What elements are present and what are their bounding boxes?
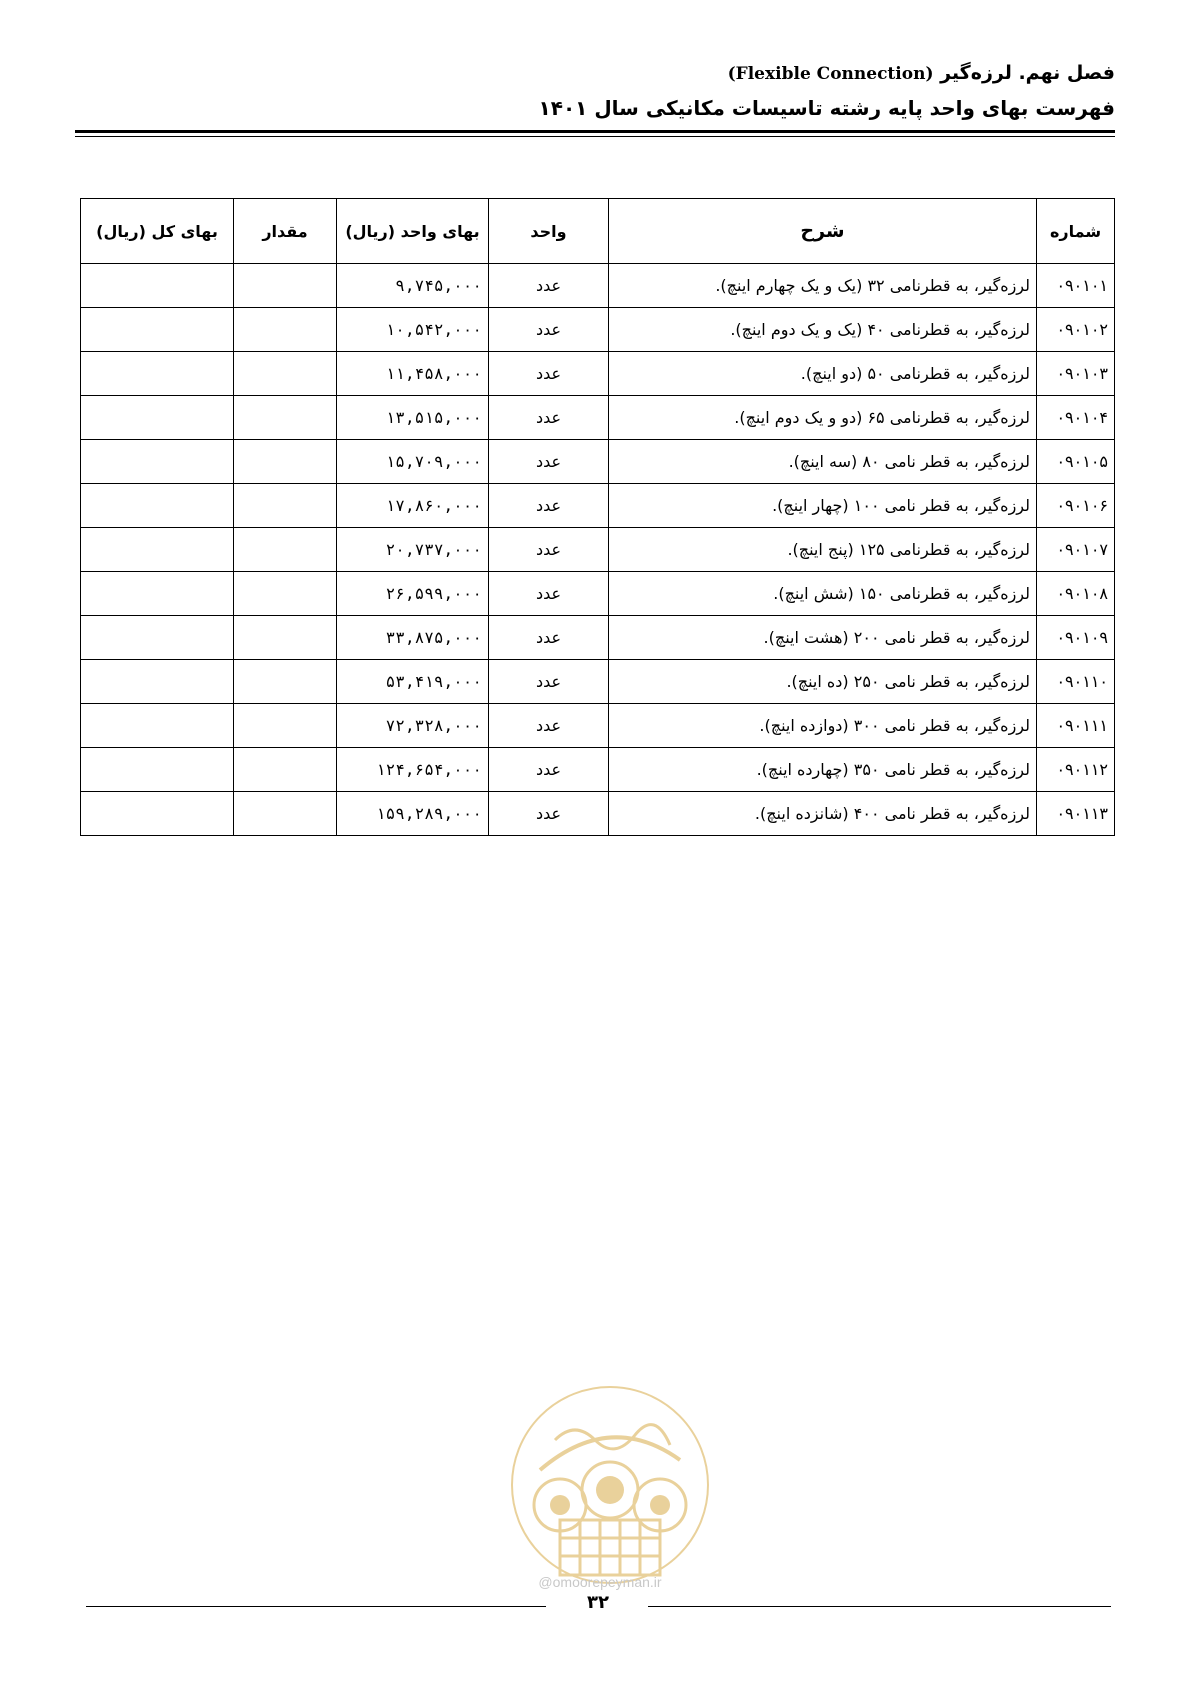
cell-total-price [81, 792, 234, 836]
cell-description: لرزه‌گیر، به قطرنامی ۶۵ (دو و یک دوم اینچ). [609, 396, 1037, 440]
cell-quantity [234, 572, 337, 616]
table-row [81, 352, 1115, 396]
cell-total-price [81, 396, 234, 440]
omoorepeyman-seal-logo [500, 1380, 720, 1590]
table-row [81, 748, 1115, 792]
col-header-quantity: مقدار [234, 199, 337, 264]
cell-number: ۰۹۰۱۰۶ [1037, 484, 1115, 528]
cell-quantity [234, 704, 337, 748]
cell-unit-price: ۱۷,۸۶۰,۰۰۰ [337, 484, 489, 528]
cell-unit-price: ۷۲,۳۲۸,۰۰۰ [337, 704, 489, 748]
cell-quantity [234, 440, 337, 484]
cell-unit: عدد [489, 352, 609, 396]
cell-quantity [234, 616, 337, 660]
cell-total-price [81, 264, 234, 308]
cell-unit-price: ۱۵,۷۰۹,۰۰۰ [337, 440, 489, 484]
cell-unit: عدد [489, 616, 609, 660]
cell-total-price [81, 484, 234, 528]
watermark-url: @omoorepeyman.ir [538, 1574, 662, 1590]
cell-quantity [234, 264, 337, 308]
price-table [80, 198, 1115, 836]
col-header-unit: واحد [489, 199, 609, 264]
cell-unit-price: ۹,۷۴۵,۰۰۰ [337, 264, 489, 308]
table-row [81, 440, 1115, 484]
table-row [81, 484, 1115, 528]
cell-total-price [81, 660, 234, 704]
table-row [81, 308, 1115, 352]
cell-quantity [234, 748, 337, 792]
cell-unit-price: ۳۳,۸۷۵,۰۰۰ [337, 616, 489, 660]
cell-unit-price: ۱۰,۵۴۲,۰۰۰ [337, 308, 489, 352]
cell-unit: عدد [489, 704, 609, 748]
chapter-title-en: (Flexible Connection) [727, 64, 934, 84]
table-row [81, 528, 1115, 572]
cell-unit: عدد [489, 572, 609, 616]
table-row [81, 660, 1115, 704]
cell-total-price [81, 352, 234, 396]
page-number: ۳۲ [587, 1592, 609, 1613]
cell-total-price [81, 440, 234, 484]
cell-unit-price: ۱۲۴,۶۵۴,۰۰۰ [337, 748, 489, 792]
cell-total-price [81, 616, 234, 660]
cell-quantity [234, 528, 337, 572]
cell-number: ۰۹۰۱۱۲ [1037, 748, 1115, 792]
cell-number: ۰۹۰۱۰۱ [1037, 264, 1115, 308]
cell-description: لرزه‌گیر، به قطر نامی ۳۰۰ (دوازده اینچ). [609, 704, 1037, 748]
cell-number: ۰۹۰۱۰۳ [1037, 352, 1115, 396]
cell-unit: عدد [489, 792, 609, 836]
table-row [81, 792, 1115, 836]
cell-unit: عدد [489, 308, 609, 352]
cell-total-price [81, 748, 234, 792]
cell-description: لرزه‌گیر، به قطر نامی ۲۵۰ (ده اینچ). [609, 660, 1037, 704]
cell-quantity [234, 352, 337, 396]
cell-unit-price: ۱۳,۵۱۵,۰۰۰ [337, 396, 489, 440]
cell-unit: عدد [489, 440, 609, 484]
cell-total-price [81, 572, 234, 616]
cell-number: ۰۹۰۱۱۳ [1037, 792, 1115, 836]
header-rule-thin [75, 136, 1115, 137]
cell-description: لرزه‌گیر، به قطر نامی ۲۰۰ (هشت اینچ). [609, 616, 1037, 660]
cell-number: ۰۹۰۱۱۰ [1037, 660, 1115, 704]
cell-number: ۰۹۰۱۰۸ [1037, 572, 1115, 616]
cell-unit: عدد [489, 660, 609, 704]
document-title: فهرست بهای واحد پایه رشته تاسیسات مکانیکی سال ۱۴۰۱ [538, 96, 1115, 120]
cell-description: لرزه‌گیر، به قطر نامی ۴۰۰ (شانزده اینچ). [609, 792, 1037, 836]
footer-rule-left [86, 1606, 546, 1607]
col-header-description: شرح [609, 199, 1037, 264]
cell-unit-price: ۱۱,۴۵۸,۰۰۰ [337, 352, 489, 396]
cell-number: ۰۹۰۱۱۱ [1037, 704, 1115, 748]
cell-unit: عدد [489, 264, 609, 308]
col-header-number: شماره [1037, 199, 1115, 264]
table-row [81, 572, 1115, 616]
table-row [81, 264, 1115, 308]
chapter-title-fa: فصل نهم. لرزه‌گیر [940, 62, 1115, 84]
cell-unit: عدد [489, 748, 609, 792]
cell-unit: عدد [489, 484, 609, 528]
cell-number: ۰۹۰۱۰۵ [1037, 440, 1115, 484]
chapter-title [85, 58, 1115, 89]
cell-unit: عدد [489, 396, 609, 440]
table-row [81, 396, 1115, 440]
table-header-row [81, 199, 1115, 264]
cell-quantity [234, 396, 337, 440]
cell-description: لرزه‌گیر، به قطرنامی ۳۲ (یک و یک چهارم اینچ). [609, 264, 1037, 308]
cell-number: ۰۹۰۱۰۴ [1037, 396, 1115, 440]
col-header-total-price: بهای کل (ریال) [81, 199, 234, 264]
header-rule-thick [75, 130, 1115, 133]
cell-number: ۰۹۰۱۰۲ [1037, 308, 1115, 352]
page-header [85, 58, 1115, 125]
cell-unit-price: ۵۳,۴۱۹,۰۰۰ [337, 660, 489, 704]
cell-description: لرزه‌گیر، به قطرنامی ۱۵۰ (شش اینچ). [609, 572, 1037, 616]
cell-description: لرزه‌گیر، به قطرنامی ۵۰ (دو اینچ). [609, 352, 1037, 396]
cell-description: لرزه‌گیر، به قطر نامی ۳۵۰ (چهارده اینچ). [609, 748, 1037, 792]
cell-quantity [234, 308, 337, 352]
table-row [81, 704, 1115, 748]
cell-quantity [234, 660, 337, 704]
cell-quantity [234, 792, 337, 836]
cell-unit-price: ۱۵۹,۲۸۹,۰۰۰ [337, 792, 489, 836]
cell-description: لرزه‌گیر، به قطرنامی ۱۲۵ (پنج اینچ). [609, 528, 1037, 572]
footer-rule-right [648, 1606, 1111, 1607]
cell-number: ۰۹۰۱۰۹ [1037, 616, 1115, 660]
cell-quantity [234, 484, 337, 528]
cell-description: لرزه‌گیر، به قطر نامی ۸۰ (سه اینچ). [609, 440, 1037, 484]
cell-unit: عدد [489, 528, 609, 572]
cell-description: لرزه‌گیر، به قطرنامی ۴۰ (یک و یک دوم اینچ). [609, 308, 1037, 352]
cell-number: ۰۹۰۱۰۷ [1037, 528, 1115, 572]
table-row [81, 616, 1115, 660]
col-header-unit-price: بهای واحد (ریال) [337, 199, 489, 264]
cell-total-price [81, 308, 234, 352]
cell-description: لرزه‌گیر، به قطر نامی ۱۰۰ (چهار اینچ). [609, 484, 1037, 528]
cell-unit-price: ۲۰,۷۳۷,۰۰۰ [337, 528, 489, 572]
cell-total-price [81, 704, 234, 748]
cell-unit-price: ۲۶,۵۹۹,۰۰۰ [337, 572, 489, 616]
cell-total-price [81, 528, 234, 572]
